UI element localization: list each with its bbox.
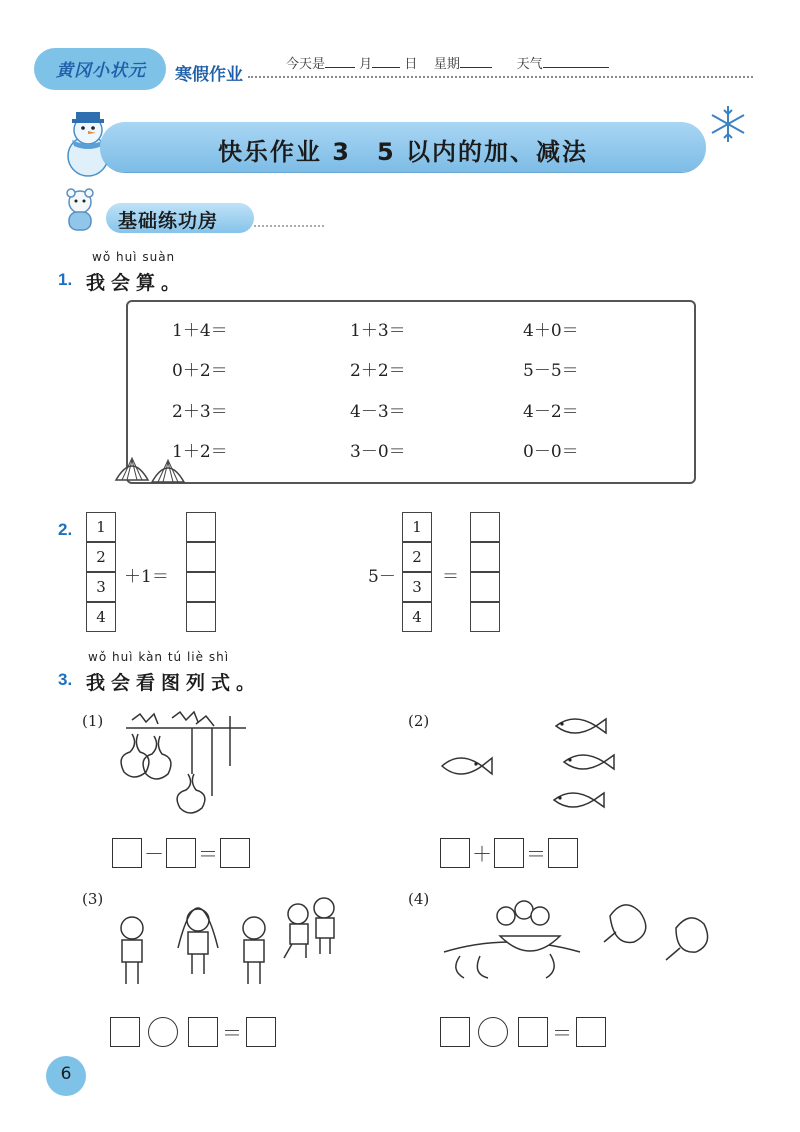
problem: 1＋2＝ — [172, 442, 228, 462]
month-blank — [325, 55, 355, 68]
answer-box[interactable] — [220, 838, 250, 868]
section-dotted-line — [254, 225, 324, 227]
answer-box[interactable] — [112, 838, 142, 868]
operator-sign: ＋ — [472, 842, 492, 866]
answer-box[interactable] — [110, 1017, 140, 1047]
weekday-label: 星期 — [433, 57, 460, 72]
q1-pinyin: wǒ huì suàn — [92, 250, 176, 264]
part-label: (2) — [408, 712, 430, 730]
answer-cell[interactable] — [470, 602, 500, 632]
answer-cell[interactable] — [186, 512, 216, 542]
operator-sign: － — [144, 842, 164, 866]
problem: 1＋4＝ — [172, 321, 228, 341]
q2-left-operator: ＋1＝ — [124, 567, 169, 587]
number-cell: 3 — [402, 572, 432, 602]
q3-number: 3. — [58, 670, 73, 689]
answer-cell[interactable] — [186, 602, 216, 632]
part-label: (1) — [82, 712, 104, 730]
page-number: 6 — [60, 1064, 72, 1084]
part-label: (3) — [82, 890, 104, 908]
equals-sign: ＝ — [552, 1021, 572, 1045]
brand-name: 黄冈小状元 — [56, 61, 146, 81]
section-title: 基础练功房 — [118, 210, 219, 232]
problem: 1＋3＝ — [350, 321, 406, 341]
answer-cell[interactable] — [470, 512, 500, 542]
problem: 2＋2＝ — [350, 361, 406, 381]
problem: 0＋2＝ — [172, 361, 228, 381]
number-cell: 2 — [86, 542, 116, 572]
answer-box[interactable] — [440, 838, 470, 868]
q1-text: 我会算。 — [86, 272, 187, 294]
q2-number: 2. — [58, 520, 73, 539]
weather-label: 天气 — [516, 57, 543, 72]
number-cell: 1 — [402, 512, 432, 542]
equals-sign: ＝ — [526, 842, 546, 866]
answer-box[interactable] — [576, 1017, 606, 1047]
date-line — [286, 53, 609, 72]
problem: 0－0＝ — [523, 442, 579, 462]
answer-cell[interactable] — [186, 572, 216, 602]
problem: 5－5＝ — [523, 361, 579, 381]
q3-pinyin: wǒ huì kàn tú liè shì — [88, 650, 230, 664]
page-title: 快乐作业 3 5 以内的加、减法 — [217, 138, 589, 166]
number-cell: 4 — [402, 602, 432, 632]
equals-sign: ＝ — [198, 842, 218, 866]
date-label: 今天是 — [286, 57, 326, 72]
shell-icon — [112, 448, 192, 488]
problem: 4－3＝ — [350, 402, 406, 422]
answer-cell[interactable] — [470, 542, 500, 572]
page-number-badge — [46, 1056, 86, 1096]
header-dotted-line — [248, 76, 753, 78]
answer-box[interactable] — [188, 1017, 218, 1047]
number-cell: 2 — [402, 542, 432, 572]
q2-right-equals: ＝ — [442, 567, 459, 587]
operator-circle[interactable] — [478, 1017, 508, 1047]
answer-cell[interactable] — [470, 572, 500, 602]
weather-blank — [543, 55, 609, 68]
number-cell: 1 — [86, 512, 116, 542]
answer-box[interactable] — [246, 1017, 276, 1047]
number-cell: 3 — [86, 572, 116, 602]
answer-box[interactable] — [440, 1017, 470, 1047]
weekday-blank — [460, 55, 492, 68]
equals-sign: ＝ — [222, 1021, 242, 1045]
answer-box[interactable] — [166, 838, 196, 868]
answer-box[interactable] — [548, 838, 578, 868]
brand-badge — [34, 48, 166, 90]
problem: 3－0＝ — [350, 442, 406, 462]
birds-nest-illustration — [440, 886, 720, 996]
answer-cell[interactable] — [186, 542, 216, 572]
operator-circle[interactable] — [148, 1017, 178, 1047]
month-label: 月 — [359, 57, 373, 72]
snowflake-icon — [708, 104, 748, 144]
problem: 4＋0＝ — [523, 321, 579, 341]
children-illustration — [108, 888, 352, 996]
q3-text: 我会看图列式。 — [86, 672, 262, 694]
day-label: 日 — [404, 57, 418, 72]
fish-illustration — [436, 708, 616, 820]
problem: 4－2＝ — [523, 402, 579, 422]
answer-box[interactable] — [494, 838, 524, 868]
number-cell: 4 — [86, 602, 116, 632]
q1-number: 1. — [58, 270, 73, 289]
q2-right-prefix: 5－ — [368, 567, 396, 587]
day-blank — [372, 55, 400, 68]
answer-box[interactable] — [518, 1017, 548, 1047]
gourd-vine-illustration — [112, 706, 252, 820]
bear-icon — [56, 186, 104, 236]
part-label: (4) — [408, 890, 430, 908]
series-label: 寒假作业 — [175, 65, 243, 85]
problem: 2＋3＝ — [172, 402, 228, 422]
